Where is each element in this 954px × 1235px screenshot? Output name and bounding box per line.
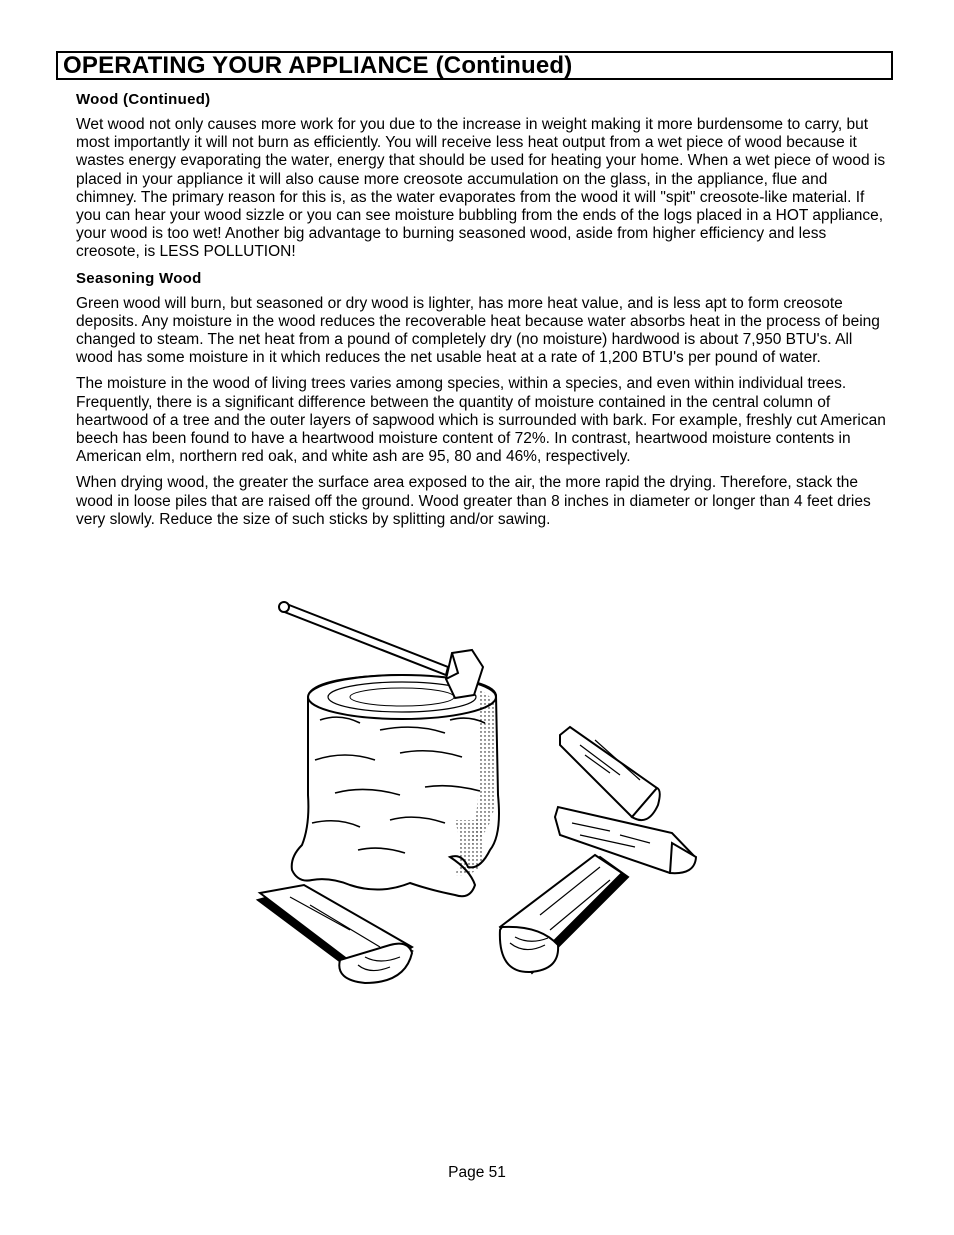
split-log-icon xyxy=(560,727,660,820)
split-log-icon xyxy=(555,807,696,873)
page-title: OPERATING YOUR APPLIANCE (Continued) xyxy=(63,52,573,79)
section-heading-wood: Wood (Continued) xyxy=(76,91,211,108)
axe-stump-split-logs-illustration xyxy=(240,595,720,990)
paragraph-drying: When drying wood, the greater the surface area exposed to the air, the more rapid the drying. Therefore, stack the wood in loose piles that are raised off the ground. Wood greater than 8 inches in diameter or longer than 4 feet dries very slowly. Reduce the size of such sticks by splitting and/or sawing. xyxy=(76,474,871,528)
stump-icon xyxy=(292,675,499,896)
page-number: Page 51 xyxy=(448,1164,506,1181)
paragraph-moisture: The moisture in the wood of living trees varies among species, within a species, and even within individual trees. Frequently, there is a significant difference between the quantity of moisture contained in the central column of heartwood of a tree and the outer layers of sapwood which is surrounded with bark. For example, freshly cut American beech has been found to have a heartwood moisture content of 72%. In contrast, heartwood moisture contents in American elm, northern red oak, and white ash are 95, 80 and 46%, respectively. xyxy=(76,375,886,466)
page-title-box xyxy=(56,51,893,80)
log-icon xyxy=(500,855,628,973)
paragraph-green-wood: Green wood will burn, but seasoned or dry wood is lighter, has more heat value, and is less apt to form creosote deposits. Any moisture in the wood reduces the recoverable heat because water absorbs heat in the process of being changed to steam. The net heat from a pound of completely dry (no moisture) hardwood is about 7,950 BTU's. All wood has some moisture in it which reduces the net usable heat at a rate of 1,200 BTU's per pound of water. xyxy=(76,294,880,367)
section-heading-seasoning: Seasoning Wood xyxy=(76,269,202,287)
main-content xyxy=(76,91,886,537)
log-icon xyxy=(258,885,412,983)
paragraph-wet-wood: Wet wood not only causes more work for you due to the increase in weight making it more burdensome to carry, but most importantly it will not burn as efficiently. You will receive less heat output from a wet piece of wood because it wastes energy evaporating the water, energy that should be used for heating your home. When a wet piece of wood is placed in your appliance it will also cause more creosote accumulation on the glass, in the appliance, flue and chimney. The primary reason for this is, as the water evaporates from the wood it will "spit" creosote-like material. If you can hear your wood sizzle or you can see moisture bubbling from the ends of the logs placed in a HOT appliance, your wood is too wet! Another big advantage to burning seasoned wood, aside from higher efficiency and less creosote, is LESS POLLUTION! xyxy=(76,116,886,261)
